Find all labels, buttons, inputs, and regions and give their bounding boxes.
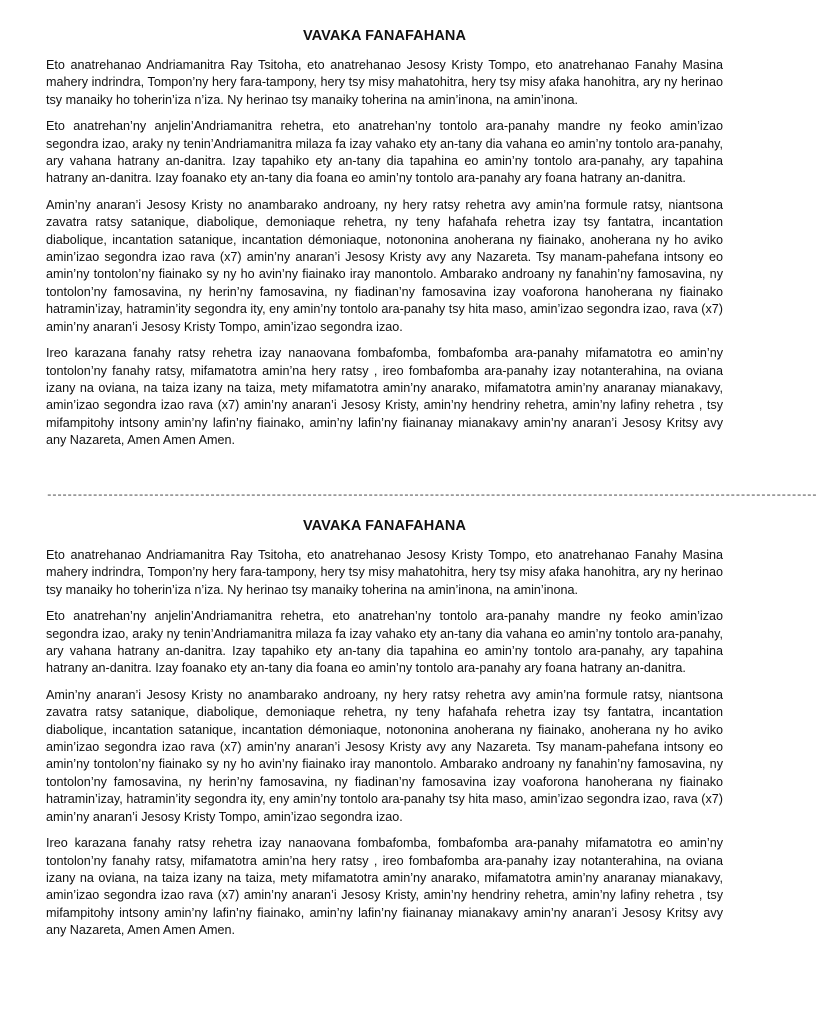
section-title: VAVAKA FANAFAHANA — [302, 518, 467, 534]
dashed-divider: ------------------------------------------------------------------------------------------------------------------------------------------------------- — [46, 490, 816, 502]
paragraph: Ireo karazana fanahy ratsy rehetra izay nanaovana fombafomba, fombafomba ara-panahy mifamatotra eo amin’ny tontolon’ny fanahy ratsy, mifamatotra amin’na hery ratsy , ireo fombafomba ara-panahy izay notanterahina, na oviana izany na oviana, na taiza izany na taiza, mety mifamatotra amin’ny anarako, mifamatotra amin’ny anaranay mianakavy, amin’izao segondra izao rava (x7) amin’ny anaran’i Jesosy Kristy, amin’ny hendriny rehetra, amin’ny lafiny rehetra , tsy mifampitohy intsony amin’ny lafin’ny fiainako, amin’ny lafin’ny fiainanay mianakavy amin’ny anaran’i Jesosy Kritsy avy any Nazareta, Amen Amen Amen. — [46, 836, 723, 938]
paragraph: Eto anatrehanao Andriamanitra Ray Tsitoha, eto anatrehanao Jesosy Kristy Tompo, eto anatrehanao Fanahy Masina mahery indrindra, Tompon’ny hery fara-tampony, hery tsy misy mahatohitra, hery tsy misy afaka hanohitra, ary ny herinao tsy manaiky ho toherin’iza n’iza. Ny herinao tsy manaiky toherina na amin’inona, na amin’inona. — [46, 58, 723, 107]
paragraph: Eto anatrehan’ny anjelin’Andriamanitra rehetra, eto anatrehan’ny tontolo ara-panahy mandre ny feoko amin’izao segondra izao, araky ny tenin’Andriamanitra milaza fa izay vahako ety an-tany dia vahana eo amin’ny tontolo ara-panahy, ary vahana hatrany an-danitra. Izay tapahiko ety an-tany dia tapahina eo amin’ny tontolo ara-panahy, ary tapahina hatrany an-danitra. Izay foanako ety an-tany dia foana eo amin’ny tontolo ara-panahy ary foana hatrany an-danitra. — [46, 119, 723, 186]
paragraph: Amin’ny anaran’i Jesosy Kristy no anambarako androany, ny hery ratsy rehetra avy amin’na formule ratsy, niantsona zavatra ratsy satanique, diabolique, demoniaque rehetra, ny teny hafahafa rehetra izay tsy fantatra, incantation diabolique, incantation satanique, incantation démoniaque, notononina anoherana ny fiainako, anoherana ny ho aviko amin’izao segondra izao rava (x7) amin’ny anaran’i Jesosy Kristy avy any Nazareta. Tsy manam-pahefana intsony eo amin’ny tontolon’ny fiainako sy ny ho avin’ny fiainako iray manontolo. Ambarako androany ny fanahin’ny famosavina, ny tontolon’ny famosavina, ny herin’ny famosavina, ny fiadinan’ny famosavina izay voaforona hanoherana ny fiainako hatramin’izay, hatramin’ity segondra ity, eny amin’ny tontolo ara-panahy tsy hita maso, amin’izao segondra izao, rava (x7) amin’ny anaran’i Jesosy Kristy Tompo, amin’izao segondra izao. — [46, 197, 723, 334]
paragraph: Amin’ny anaran’i Jesosy Kristy no anambarako androany, ny hery ratsy rehetra avy amin’na formule ratsy, niantsona zavatra ratsy satanique, diabolique, demoniaque rehetra, ny teny hafahafa rehetra izay tsy fantatra, incantation diabolique, incantation satanique, incantation démoniaque, notononina anoherana ny fiainako, anoherana ny ho aviko amin’izao segondra izao rava (x7) amin’ny anaran’i Jesosy Kristy avy any Nazareta. Tsy manam-pahefana intsony eo amin’ny tontolon’ny fiainako sy ny ho avin’ny fiainako iray manontolo. Ambarako androany ny fanahin’ny famosavina, ny tontolon’ny famosavina, ny herin’ny famosavina, ny fiadinan’ny famosavina izay voaforona hanoherana ny fiainako hatramin’izay, hatramin’ity segondra ity, eny amin’ny tontolo ara-panahy tsy hita maso, amin’izao segondra izao, rava (x7) amin’ny anaran’i Jesosy Kristy Tompo, amin’izao segondra izao. — [46, 687, 723, 824]
paragraph: Eto anatrehanao Andriamanitra Ray Tsitoha, eto anatrehanao Jesosy Kristy Tompo, eto anatrehanao Fanahy Masina mahery indrindra, Tompon’ny hery fara-tampony, hery tsy misy mahatohitra, hery tsy misy afaka hanohitra, ary ny herinao tsy manaiky ho toherin’iza n’iza. Ny herinao tsy manaiky toherina na amin’inona, na amin’inona. — [46, 548, 723, 597]
prayer-section-1 — [46, 27, 723, 459]
paragraph: Eto anatrehan’ny anjelin’Andriamanitra rehetra, eto anatrehan’ny tontolo ara-panahy mandre ny feoko amin’izao segondra izao, araky ny tenin’Andriamanitra milaza fa izay vahako ety an-tany dia vahana eo amin’ny tontolo ara-panahy, ary vahana hatrany an-danitra. Izay tapahiko ety an-tany dia tapahina eo amin’ny tontolo ara-panahy, ary tapahina hatrany an-danitra. Izay foanako ety an-tany dia foana eo amin’ny tontolo ara-panahy ary foana hatrany an-danitra. — [46, 609, 723, 676]
section-title: VAVAKA FANAFAHANA — [302, 28, 467, 44]
prayer-section-2 — [46, 517, 723, 949]
paragraph: Ireo karazana fanahy ratsy rehetra izay nanaovana fombafomba, fombafomba ara-panahy mifamatotra eo amin’ny tontolon’ny fanahy ratsy, mifamatotra amin’na hery ratsy , ireo fombafomba ara-panahy izay notanterahina, na oviana izany na oviana, na taiza izany na taiza, mety mifamatotra amin’ny anarako, mifamatotra amin’ny anaranay mianakavy, amin’izao segondra izao rava (x7) amin’ny anaran’i Jesosy Kristy, amin’ny hendriny rehetra, amin’ny lafiny rehetra , tsy mifampitohy intsony amin’ny lafin’ny fiainako, amin’ny lafin’ny fiainanay mianakavy amin’ny anaran’i Jesosy Kritsy avy any Nazareta, Amen Amen Amen. — [46, 346, 723, 448]
